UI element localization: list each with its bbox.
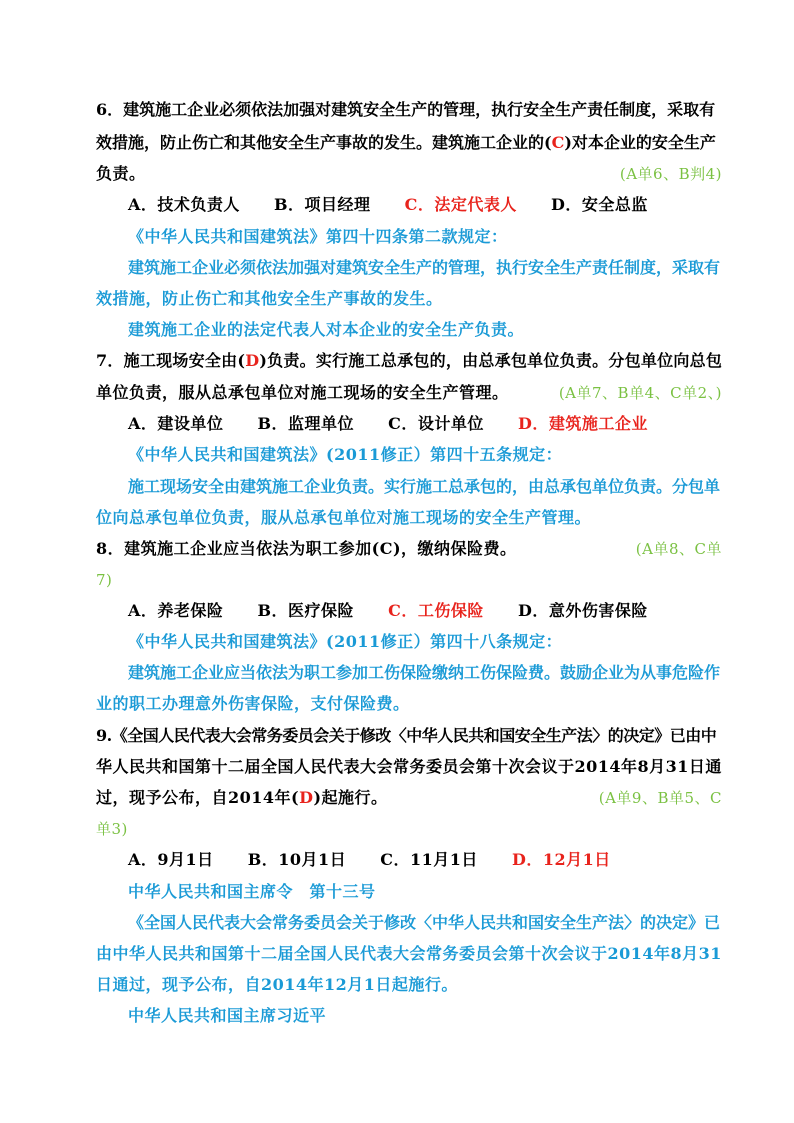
q8-law-line2: 业的职工办理意外伤害保险，支付保险费。 <box>96 694 410 713</box>
q7-option-b: B．监理单位 <box>257 414 355 433</box>
q9-options <box>128 850 722 870</box>
q8-option-a: A．养老保险 <box>128 601 224 620</box>
q8-option-b: B．医疗保险 <box>257 601 355 620</box>
q6-option-c: C．法定代表人 <box>404 195 517 214</box>
q9-stem-line2: 华人民共和国第十二届全国人民代表大会常务委员会第十次会议于2014年8月31日通 <box>96 757 722 776</box>
q8-options <box>128 601 722 621</box>
q7-law-line2: 位向总承包单位负责，服从总承包单位对施工现场的安全生产管理。 <box>96 508 592 527</box>
q6-law-title: 《中华人民共和国建筑法》第四十四条第二款规定： <box>128 227 508 246</box>
q9-law-line1: 《全国人民代表大会常务委员会关于修改〈中华人民共和国安全生产法〉的决定》已 <box>128 913 721 932</box>
q8-law-line1: 建筑施工企业应当依法为职工参加工伤保险缴纳工伤保险费。鼓励企业为从事危险作 <box>128 663 721 682</box>
q9-option-b: B．10月1日 <box>247 850 347 869</box>
q6-option-b: B．项目经理 <box>274 195 371 214</box>
q6-law-line3: 建筑施工企业的法定代表人对本企业的安全生产负责。 <box>128 320 525 339</box>
q8-law-title: 《中华人民共和国建筑法》(2011修正）第四十八条规定： <box>128 632 563 651</box>
q8-source-part1: (A单8、C单 <box>635 540 722 558</box>
q7-source: (A单7、B单4、C单2、) <box>558 384 722 402</box>
q7-law-line1: 施工现场安全由建筑施工企业负责。实行施工总承包的，由总承包单位负责。分包单 <box>128 477 721 496</box>
q8-source-part2: 7) <box>96 571 113 589</box>
q6-answer: C <box>551 133 565 152</box>
q9-source-part1: (A单9、B单5、C <box>598 789 722 807</box>
q9-law-line4: 中华人民共和国主席习近平 <box>128 1006 327 1025</box>
q7-options <box>128 414 722 434</box>
q9-law-line3: 日通过，现予公布，自2014年12月1日起施行。 <box>96 975 458 994</box>
q9-source-part2: 单3) <box>96 820 128 838</box>
q7-option-d: D．建筑施工企业 <box>517 414 648 433</box>
q7-law-title: 《中华人民共和国建筑法》(2011修正）第四十五条规定： <box>128 445 563 464</box>
q6-law-line1: 建筑施工企业必须依法加强对建筑安全生产的管理，执行安全生产责任制度，采取有 <box>128 258 721 277</box>
q6-law-line2: 效措施，防止伤亡和其他安全生产事故的发生。 <box>96 289 443 308</box>
q6-option-d: D．安全总监 <box>550 195 648 214</box>
q9-option-c: C．11月1日 <box>380 850 478 869</box>
q6-options <box>128 195 722 215</box>
q9-stem-line1: 9.《全国人民代表大会常务委员会关于修改〈中华人民共和国安全生产法〉的决定》已由中 <box>96 726 717 745</box>
q8-option-d: D．意外伤害保险 <box>517 601 648 620</box>
q7-answer: D <box>245 351 260 370</box>
q9-law-line2: 由中华人民共和国第十二届全国人民代表大会常务委员会第十次会议于2014年8月31 <box>96 944 722 963</box>
q7-option-a: A．建设单位 <box>128 414 224 433</box>
q9-option-d: D．12月1日 <box>512 850 611 869</box>
q9-stem-line3: 过，现予公布，自2014年(D)起施行。 (A单9、B单5、C <box>96 788 722 807</box>
q6-source: (A单6、B判4) <box>619 165 722 183</box>
q8-stem-line1: 8．建筑施工企业应当依法为职工参加(C)，缴纳保险费。 (A单8、C单 <box>96 539 722 558</box>
q8-answer: C <box>379 539 393 558</box>
q9-law-title: 中华人民共和国主席令 第十三号 <box>128 882 376 901</box>
q6-stem-line2: 效措施，防止伤亡和其他安全生产事故的发生。建筑施工企业的(C)对本企业的安全生产 <box>96 133 716 152</box>
q7-stem-line1: 7．施工现场安全由(D)负责。实行施工总承包的，由总承包单位负责。分包单位向总包 <box>96 351 723 370</box>
q7-option-c: C．设计单位 <box>388 414 484 433</box>
q7-stem-line2: 单位负责，服从总承包单位对施工现场的安全生产管理。 (A单7、B单4、C单2、) <box>96 383 722 402</box>
q6-option-a: A．技术负责人 <box>128 195 240 214</box>
q9-answer: D <box>299 788 314 807</box>
q6-stem-line1: 6．建筑施工企业必须依法加强对建筑安全生产的管理，执行安全生产责任制度，采取有 <box>96 100 716 119</box>
q8-option-c: C．工伤保险 <box>388 601 484 620</box>
q9-option-a: A．9月1日 <box>128 850 214 869</box>
q6-stem-line3: 负责。 (A单6、B判4) <box>96 164 722 183</box>
